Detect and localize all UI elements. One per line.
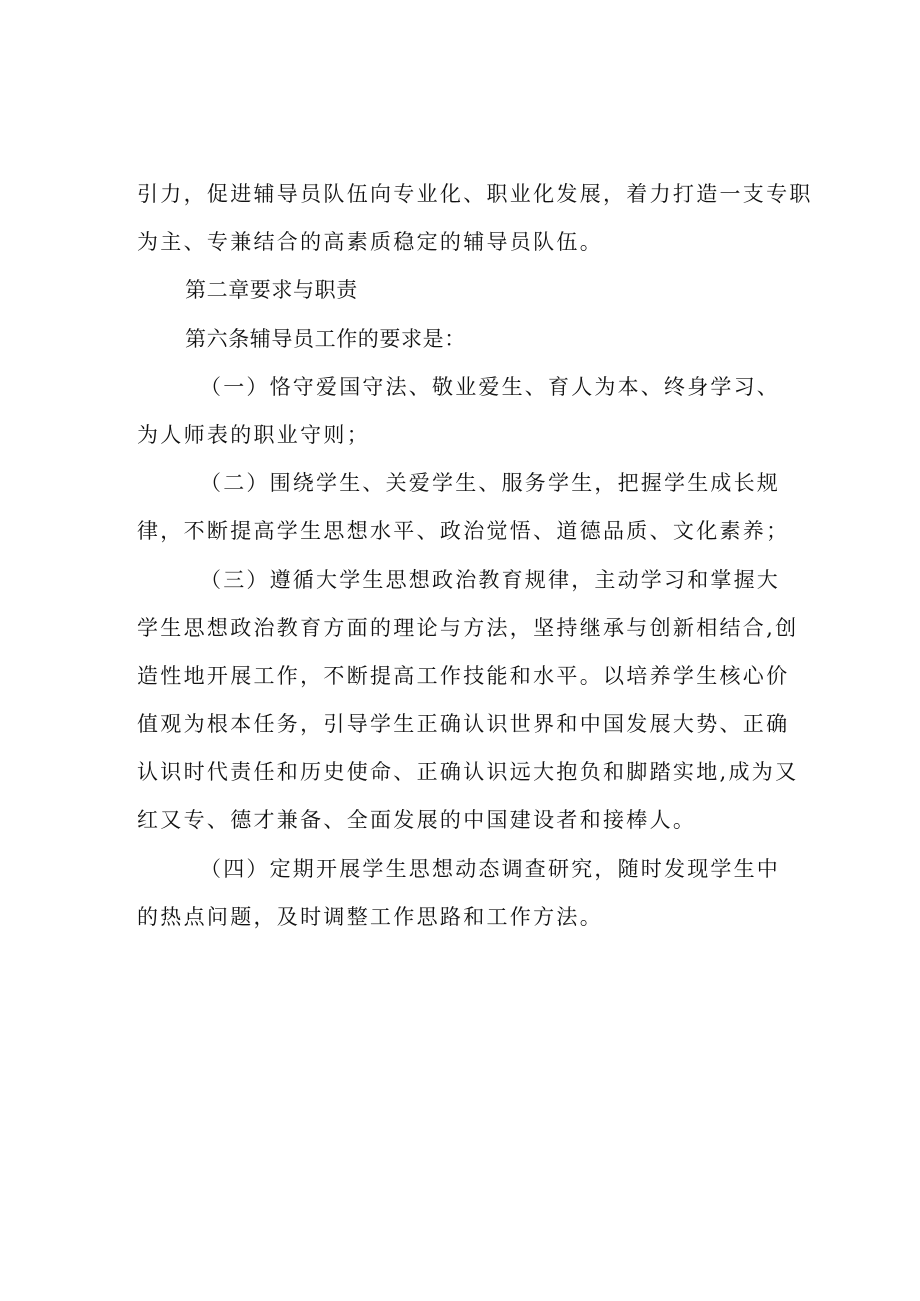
document-body xyxy=(137,170,813,941)
paragraph-line: 为主、专兼结合的高素质稳定的辅导员队伍。 xyxy=(137,230,603,255)
paragraph-line: 造性地开展工作，不断提高工作技能和水平。以培养学生核心价 xyxy=(137,663,790,688)
paragraph-line: 学生思想政治教育方面的理论与方法，坚持继承与创新相结合,创 xyxy=(137,615,799,640)
list-item-line: （一）恪守爱国守法、敬业爱生、育人为本、终身学习、 xyxy=(200,374,780,399)
article-heading: 第六条辅导员工作的要求是： xyxy=(185,326,466,351)
paragraph-line: 为人师表的职业守则； xyxy=(137,422,370,447)
list-item-line: （四）定期开展学生思想动态调查研究，随时发现学生中 xyxy=(200,856,780,881)
paragraph-line: 认识时代责任和历史使命、正确认识远大抱负和脚踏实地,成为又 xyxy=(137,760,799,785)
list-item-line: （三）遵循大学生思想政治教育规律，主动学习和掌握大 xyxy=(200,567,780,592)
list-item-line: （二）围绕学生、关爱学生、服务学生，把握学生成长规 xyxy=(200,471,780,496)
paragraph-line: 的热点问题，及时调整工作思路和工作方法。 xyxy=(137,904,603,929)
paragraph-line: 引力，促进辅导员队伍向专业化、职业化发展，着力打造一支专职 xyxy=(137,182,813,206)
chapter-heading: 第二章要求与职责 xyxy=(185,278,358,303)
paragraph-line: 值观为根本任务，引导学生正确认识世界和中国发展大势、正确 xyxy=(137,712,790,737)
paragraph-line: 红又专、德才兼备、全面发展的中国建设者和接棒人。 xyxy=(137,808,697,833)
paragraph-line: 律，不断提高学生思想水平、政治觉悟、道德品质、文化素养； xyxy=(137,519,790,544)
